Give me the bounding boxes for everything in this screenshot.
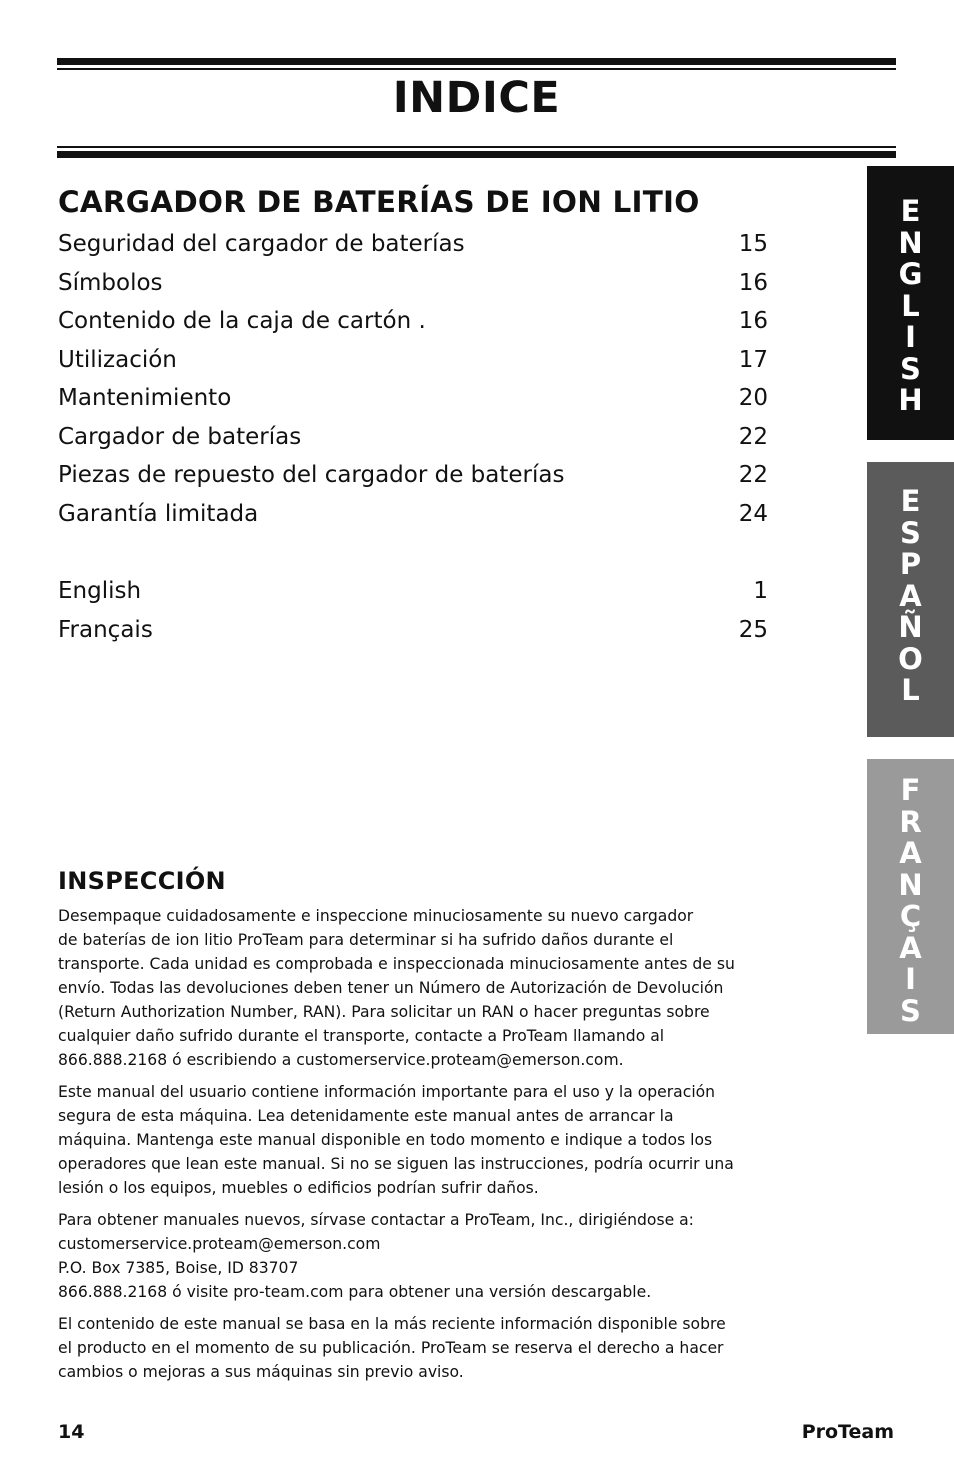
tab-letter: L — [901, 288, 920, 323]
tab-letter: N — [898, 225, 923, 260]
toc-entry[interactable] — [58, 456, 768, 495]
toc-entry-label: Seguridad del cargador de baterías — [58, 231, 465, 257]
tab-letter: P — [899, 547, 922, 581]
tab-espanol[interactable] — [867, 462, 954, 737]
page-number: 14 — [58, 1421, 85, 1443]
toc-entry[interactable] — [58, 418, 768, 457]
toc-entry[interactable] — [58, 264, 768, 303]
toc-entry-label: Cargador de baterías — [58, 423, 302, 450]
toc-entry-page: 16 — [738, 308, 768, 334]
language-entry-label: English — [58, 578, 142, 604]
tab-letter: L — [901, 673, 920, 707]
top-rule-thin — [57, 68, 896, 70]
toc-entry-page: 16 — [738, 269, 768, 296]
tab-letter: S — [900, 351, 921, 386]
tab-letter: S — [900, 993, 921, 1028]
toc-entry-page: 24 — [738, 500, 768, 527]
section-heading: CARGADOR DE BATERÍAS DE ION LITIO — [58, 185, 700, 219]
tab-letter: I — [905, 962, 916, 996]
top-rule-thick — [57, 58, 896, 65]
tab-letter: A — [899, 930, 922, 965]
language-entry[interactable] — [58, 572, 768, 611]
tab-letter: I — [905, 320, 916, 354]
tab-letter: E — [900, 194, 921, 228]
bottom-rule-thin — [57, 146, 896, 148]
tab-letter: G — [898, 257, 923, 291]
paragraph: Para obtener manuales nuevos, sírvase contactar a ProTeam, Inc., dirigiéndose a: customerservice.proteam@emerson.com P.O. Box 7385, Boise, ID 83707 866.888.2168 ó visite pro-team.com para obtener una versión descargable. — [58, 1211, 694, 1301]
toc-entry[interactable] — [58, 379, 768, 418]
tab-letter: A — [899, 836, 922, 870]
toc-entry-label: Piezas de repuesto del cargador de baterías — [58, 462, 565, 488]
language-entry-page: 25 — [738, 616, 768, 643]
toc-entry-page: 20 — [738, 385, 768, 411]
tab-letter: S — [900, 515, 921, 550]
tab-letter: Ñ — [898, 610, 923, 644]
toc-entry[interactable] — [58, 225, 768, 264]
language-entry[interactable] — [58, 611, 768, 650]
tab-letter: A — [899, 578, 922, 613]
page-title: INDICE — [392, 73, 561, 123]
tab-letter: N — [898, 867, 923, 902]
paragraph: Este manual del usuario contiene información importante para el uso y la operación segura de esta máquina. Lea detenidamente este manual antes de arrancar la máquina. Mantenga este manual disponible en todo momento e indique a todos los operadores que lean este manual. Si no se siguen las instrucciones, podría ocurrir una lesión o los equipos, muebles o edificios podrían sufrir daños. — [58, 1083, 734, 1197]
toc-entry[interactable] — [58, 341, 768, 380]
paragraph: El contenido de este manual se basa en la más reciente información disponible sobre el producto en el momento de su publicación. ProTeam se reserva el derecho a hacer cambios o mejoras a sus máquinas sin previo aviso. — [58, 1315, 726, 1381]
tab-letter: F — [900, 773, 921, 807]
tab-francais[interactable] — [867, 759, 954, 1034]
inspection-heading: INSPECCIÓN — [58, 867, 226, 895]
brand-name: ProTeam — [801, 1421, 894, 1443]
paragraph: Desempaque cuidadosamente e inspeccione minuciosamente su nuevo cargador de baterías de ion litio ProTeam para determinar si ha sufrido daños durante el transporte. Cada unidad es comprobada e inspeccionada minuciosamente antes de su envío. Todas las devoluciones deben tener un Número de Autorización de Devolución (Return Authorization Number, RAN). Para solicitar un RAN o hacer preguntas sobre cualquier daño sufrido durante el transporte, contacte a ProTeam llamando al 866.888.2168 ó escribiendo a customerservice.proteam@emerson.com. — [58, 907, 735, 1069]
toc-entry-label: Garantía limitada — [58, 500, 259, 527]
tab-letter: H — [898, 383, 923, 417]
toc-entry-label: Utilización — [58, 346, 177, 373]
toc-entry-label: Símbolos — [58, 269, 163, 296]
table-of-contents — [58, 225, 768, 533]
inspection-body — [58, 904, 788, 1392]
toc-entry-page: 17 — [738, 346, 768, 373]
language-index — [58, 572, 768, 649]
tab-english[interactable] — [867, 166, 954, 440]
toc-entry-page: 22 — [738, 462, 768, 488]
tab-letter: E — [900, 484, 921, 518]
tab-letter: O — [898, 641, 923, 676]
toc-entry[interactable] — [58, 302, 768, 341]
bottom-rule-thick — [57, 151, 896, 158]
language-entry-page: 1 — [753, 578, 768, 604]
language-entry-label: Français — [58, 616, 153, 643]
toc-entry-page: 22 — [738, 423, 768, 450]
toc-entry-label: Mantenimiento — [58, 385, 232, 411]
toc-entry-label: Contenido de la caja de cartón . — [58, 308, 426, 334]
toc-entry[interactable] — [58, 495, 768, 534]
tab-letter: Ç — [899, 899, 922, 933]
toc-entry-page: 15 — [738, 231, 768, 257]
tab-letter: R — [899, 804, 922, 839]
